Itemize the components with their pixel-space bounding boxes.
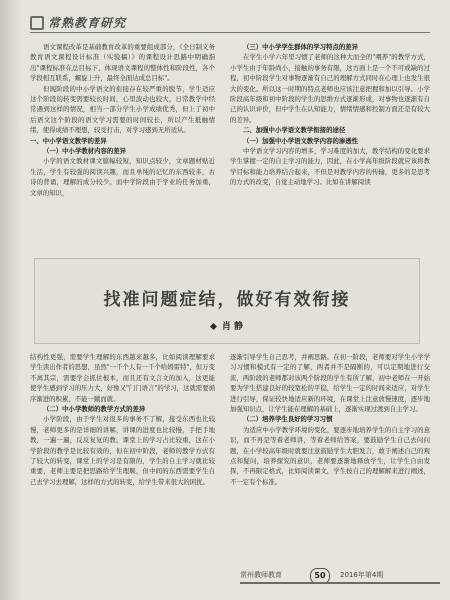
paragraph: 逐渐引导学生自己思考，并阐思路。在初一阶段，老师要对学生小学学习习惯和模式有一定的了解，两者并不是隔断的，可以定期地进行交流，两阶段的老师都对该两个阶段的学生有所了解，初中老师在一开始要为学生搭建良好的较宽松的平稳，给学生一定的时间来适应，对学生进行引导，保证较快地适应新的环境，在课堂上注意放慢速度，逐步地加强知识点，让学生能在理解的基础上，逐渐实现过渡到自主学习。 — [230, 353, 430, 414]
left-column-top — [30, 42, 215, 198]
paragraph: 语文课程改革是基础教育改革的重要组成部分，《全日制义务教育语文课程设计标准（实验稿）》的课程设计思路中明确指出"课程标准在总目标下，体现语文课程的整体性和阶段性，各个学段相互联系，螺旋上升，最终全面达成总目标"。 — [30, 43, 215, 83]
page-number: 50 — [310, 568, 330, 584]
subsection-heading: （二）培养学生良好的学习习惯 — [243, 415, 333, 424]
article-author — [35, 319, 419, 332]
paragraph: 小学阶段，由于学生对很多的事务不了解，接受东西也比较慢，老师更多的是详细的讲解，讲课的进度也比较慢，手把手地教，一遍一遍，反反复复的教。课堂上的学习占比较重，这在小学阶段的教学是比较有效的，但在初中阶段，老师的教学方式有了较大的转变，课堂上的学习是有限的，学生的自主学习就比较重要，老师主要是把思路给学生理顺，但中间的东西需要学生自己去学习去理解，这样的方式的转变，给学生带来很大的困扰。 — [30, 415, 215, 486]
page-footer — [240, 570, 440, 586]
article-title: 找准问题症结，做好有效衔接 — [103, 290, 351, 310]
subsection-heading: （二）中小学教师的教学方式的差异 — [43, 405, 146, 414]
subsection-heading: （三）中小学学生群体的学习特点的差异 — [243, 43, 359, 51]
diamond-icon — [210, 323, 217, 330]
paragraph: 但现阶段的中小学语文的衔接存在较严重的脱节，学生适应这个阶段的转变需要较长时间，心里波动也较大，日常教学中经常遇到这样的情况，相当一部分学生小学成绩优秀，但上了初中后语文这个阶段的语文学习需要的时间较长，所以产生抵触情绪，使得成绩不理想，较受打击，对学习感到无所适从。 — [30, 84, 215, 135]
right-column-bottom — [230, 352, 430, 487]
footer-rule — [240, 582, 440, 584]
subsection-heading: （一）加强中小学语文教学内容的渗透性 — [243, 136, 359, 145]
running-header — [30, 14, 430, 34]
subsection-heading: （一）中小学教材内容的差异 — [43, 147, 127, 156]
header-rule — [30, 32, 430, 33]
paragraph: 小学的语文教材课文篇幅较短，知识点较少，文章题材贴近生活，学生有较强的阅读兴趣，而且单纯的记忆的东西较多，古诗的背诵，理解的成分较少。而中学阶段由于学业的任务加重，文章的知识， — [30, 157, 215, 197]
section-heading: 二、加强中小学语文教学衔接的途径 — [243, 126, 346, 135]
right-column-top — [230, 42, 430, 188]
header-title: 常熟教育研究 — [48, 16, 127, 30]
page-binding-shadow — [0, 0, 22, 600]
paragraph: 中学语文学习内容的增多，学习难度的加大，教学结构的变化要求学生掌握一定的自主学习的能力，因此，在小学高年级阶段就应该将教学目标和能力培养结合起来，不但是对教学内容的传输，更多的是思考的方式的改变，自觉主动地学习。比如在讲解阅读 — [230, 147, 430, 187]
section-heading: 一、中小学语文教学的差异 — [30, 136, 107, 145]
footer-issue: 2016年第4期 — [340, 571, 384, 579]
paragraph: 为适应中小学教学环境的变化，要逐步地培养学生的自主学习的意识，而不再是等着老师讲，等着老师给答案，要鼓励学生自己去问问题，在小学较高年级时就要注意鼓励学生大胆发言，敢于阐述自己的观点和疑问，培养探究的意识，老师要逐渐地释放学生，让学生自由发挥，不再限定格式，比如阅读课文，学生按自己的理解解来进行阐述，不一定有个标准。 — [230, 425, 430, 486]
author-name: 肖 静 — [221, 322, 244, 332]
paragraph: 在学生小学六年里习惯了老师的这种大而全的"喂养"的教学方式，小学生由于年龄尚小，接触的事务有限，这方面上是一个不可或缺的过程，初中阶段学生对事物逐渐有自己的理解方式同时在心理上也发生很大的变化。所以这一时期的特点老师也应该注意把握和加以引导。小学阶段高年级和初中阶段的学生的思维方式逐渐形成，对事物也逐渐有自己的认识评价，但中学生在认知能力，情绪情感和控制方面还是有较大的差异。 — [230, 53, 430, 124]
paragraph: 结构性更强，需要学生理解的东西越来越多，比如阅读理解要求学生读出作者的思想，虽然"一千个人有一千个哈姆雷特"，但万变不离其宗，需要学会抓住根本，而且还有文言文的加入，这更能使学生感到学习的压力大，好像又"门门语言"的学习，这就需要循序渐进的积累，不能一蹴而就。 — [30, 353, 215, 403]
article-title-banner — [34, 258, 420, 344]
footer-journal-name: 常州教师教育 — [240, 571, 282, 579]
left-column-bottom — [30, 352, 215, 487]
header-square-icon — [30, 16, 44, 30]
